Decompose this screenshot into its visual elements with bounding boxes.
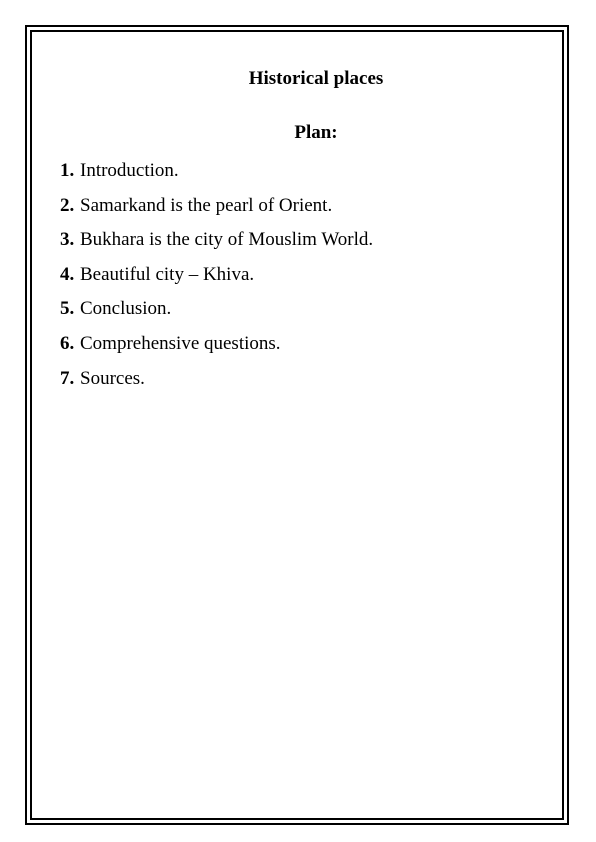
plan-item-text: Sources. <box>80 367 145 389</box>
plan-item-text: Beautiful city – Khiva. <box>80 263 255 285</box>
plan-item-text: Samarkand is the pearl of Orient. <box>80 194 333 216</box>
plan-item <box>60 297 373 332</box>
plan-item-text: Bukhara is the city of Mouslim World. <box>80 229 374 251</box>
plan-item-text: Comprehensive questions. <box>80 332 281 354</box>
page-border-inner <box>30 30 564 820</box>
document-title: Historical places <box>248 68 384 89</box>
plan-item <box>60 194 373 229</box>
plan-item-number: 5. <box>60 298 75 320</box>
plan-item-number: 3. <box>60 229 75 251</box>
plan-item <box>60 159 373 194</box>
plan-item-number: 2. <box>60 194 75 216</box>
plan-item <box>60 332 373 367</box>
plan-item-number: 7. <box>60 367 75 389</box>
plan-item-number: 1. <box>60 160 75 181</box>
plan-item <box>60 228 373 263</box>
plan-item-number: 6. <box>60 332 75 354</box>
plan-list <box>60 159 373 401</box>
plan-item-number: 4. <box>60 263 75 285</box>
plan-item <box>60 367 373 402</box>
plan-item-text: Introduction. <box>80 160 179 181</box>
plan-item <box>60 263 373 298</box>
plan-item-text: Conclusion. <box>80 298 172 320</box>
plan-heading: Plan: <box>294 122 338 143</box>
